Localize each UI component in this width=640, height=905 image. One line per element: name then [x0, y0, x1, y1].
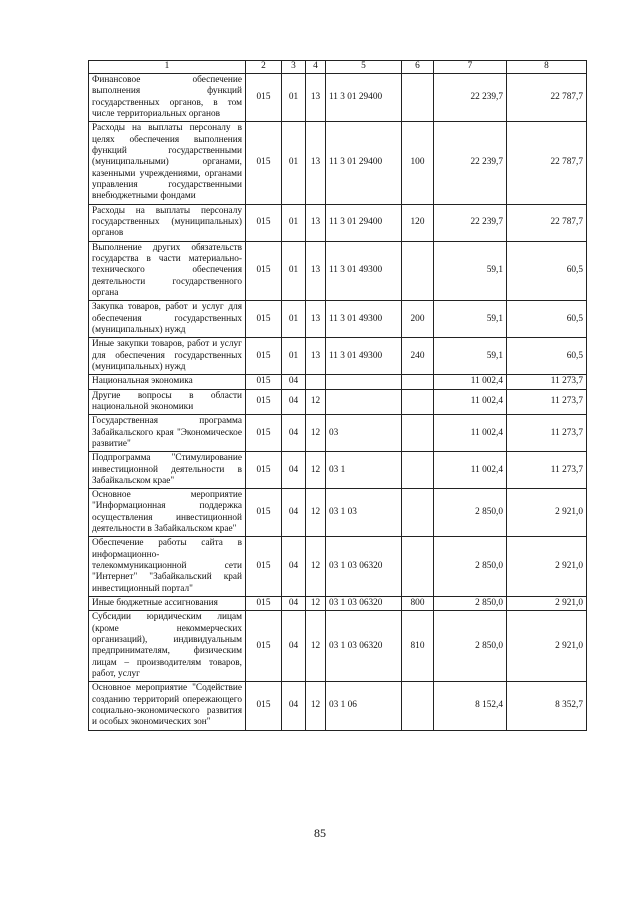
target-article-cell: 03 1 03 06320 [326, 597, 402, 611]
row-name-cell: Основное мероприятие "Информационная поддержка осуществления инвестиционной деятельности в Забайкальском крае" [89, 489, 246, 537]
amount-year1-cell: 59,1 [434, 241, 507, 301]
target-article-cell: 11 3 01 49300 [326, 301, 402, 338]
amount-year2-cell: 11 273,7 [507, 415, 587, 452]
table-header-row [89, 61, 587, 74]
table-row [89, 597, 587, 611]
row-name-cell: Иные бюджетные ассигнования [89, 597, 246, 611]
row-name-cell: Государственная программа Забайкальского края "Экономическое развитие" [89, 415, 246, 452]
table-row [89, 389, 587, 415]
section-code-cell: 01 [282, 241, 306, 301]
table-row [89, 204, 587, 241]
amount-year2-cell: 2 921,0 [507, 537, 587, 597]
amount-year2-cell: 22 787,7 [507, 204, 587, 241]
expense-type-cell [402, 241, 434, 301]
subsection-code-cell: 13 [306, 338, 326, 375]
subsection-code-cell: 13 [306, 122, 326, 204]
amount-year1-cell: 59,1 [434, 301, 507, 338]
expense-type-cell [402, 375, 434, 389]
table-row [89, 301, 587, 338]
target-article-cell: 03 1 [326, 452, 402, 489]
subsection-code-cell: 12 [306, 389, 326, 415]
amount-year1-cell: 59,1 [434, 338, 507, 375]
table-row [89, 452, 587, 489]
section-code-cell: 04 [282, 389, 306, 415]
row-name-cell: Выполнение других обязательств государства в части материально-технического обеспечения деятельности государственного органа [89, 241, 246, 301]
table-row [89, 489, 587, 537]
amount-year1-cell: 8 152,4 [434, 682, 507, 730]
subsection-code-cell: 12 [306, 415, 326, 452]
target-article-cell [326, 375, 402, 389]
expense-type-cell [402, 682, 434, 730]
table-row [89, 122, 587, 204]
section-code-cell: 04 [282, 415, 306, 452]
row-name-cell: Национальная экономика [89, 375, 246, 389]
expense-type-cell: 100 [402, 122, 434, 204]
subsection-code-cell: 13 [306, 301, 326, 338]
table-row [89, 537, 587, 597]
amount-year2-cell: 60,5 [507, 241, 587, 301]
ministry-code-cell: 015 [246, 241, 282, 301]
subsection-code-cell: 13 [306, 241, 326, 301]
amount-year2-cell: 22 787,7 [507, 122, 587, 204]
amount-year1-cell: 2 850,0 [434, 611, 507, 682]
section-code-cell: 01 [282, 301, 306, 338]
column-header: 1 [89, 61, 246, 74]
subsection-code-cell: 12 [306, 537, 326, 597]
row-name-cell: Иные закупки товаров, работ и услуг для обеспечения государственных (муниципальных) нужд [89, 338, 246, 375]
amount-year2-cell: 2 921,0 [507, 597, 587, 611]
expense-type-cell: 200 [402, 301, 434, 338]
target-article-cell: 11 3 01 29400 [326, 74, 402, 122]
amount-year1-cell: 11 002,4 [434, 452, 507, 489]
row-name-cell: Подпрограмма "Стимулирование инвестиционной деятельности в Забайкальском крае" [89, 452, 246, 489]
ministry-code-cell: 015 [246, 537, 282, 597]
table-row [89, 338, 587, 375]
expense-type-cell [402, 389, 434, 415]
table-row [89, 611, 587, 682]
ministry-code-cell: 015 [246, 415, 282, 452]
subsection-code-cell: 12 [306, 452, 326, 489]
amount-year1-cell: 11 002,4 [434, 375, 507, 389]
ministry-code-cell: 015 [246, 597, 282, 611]
column-header: 2 [246, 61, 282, 74]
column-header: 4 [306, 61, 326, 74]
section-code-cell: 01 [282, 122, 306, 204]
row-name-cell: Расходы на выплаты персоналу государственных (муниципальных) органов [89, 204, 246, 241]
section-code-cell: 01 [282, 338, 306, 375]
expense-type-cell: 120 [402, 204, 434, 241]
amount-year1-cell: 22 239,7 [434, 122, 507, 204]
target-article-cell: 03 1 03 [326, 489, 402, 537]
ministry-code-cell: 015 [246, 74, 282, 122]
target-article-cell: 11 3 01 49300 [326, 241, 402, 301]
ministry-code-cell: 015 [246, 489, 282, 537]
table-row [89, 74, 587, 122]
column-header: 7 [434, 61, 507, 74]
column-header: 3 [282, 61, 306, 74]
column-header: 6 [402, 61, 434, 74]
column-header: 8 [507, 61, 587, 74]
expense-type-cell: 810 [402, 611, 434, 682]
row-name-cell: Субсидии юридическим лицам (кроме некоммерческих организаций), индивидуальным предпринимателям, физическим лицам – производителям товаров, работ, услуг [89, 611, 246, 682]
table-body [89, 74, 587, 731]
amount-year2-cell: 2 921,0 [507, 489, 587, 537]
budget-table [88, 60, 587, 731]
expense-type-cell: 240 [402, 338, 434, 375]
amount-year1-cell: 2 850,0 [434, 597, 507, 611]
subsection-code-cell: 13 [306, 74, 326, 122]
section-code-cell: 04 [282, 611, 306, 682]
amount-year1-cell: 2 850,0 [434, 537, 507, 597]
ministry-code-cell: 015 [246, 301, 282, 338]
table-row [89, 241, 587, 301]
column-header: 5 [326, 61, 402, 74]
target-article-cell: 11 3 01 29400 [326, 122, 402, 204]
section-code-cell: 01 [282, 74, 306, 122]
section-code-cell: 01 [282, 204, 306, 241]
expense-type-cell [402, 537, 434, 597]
ministry-code-cell: 015 [246, 122, 282, 204]
amount-year2-cell: 60,5 [507, 338, 587, 375]
expense-type-cell: 800 [402, 597, 434, 611]
expense-type-cell [402, 415, 434, 452]
amount-year2-cell: 60,5 [507, 301, 587, 338]
table-row [89, 682, 587, 730]
amount-year1-cell: 22 239,7 [434, 74, 507, 122]
expense-type-cell [402, 489, 434, 537]
row-name-cell: Расходы на выплаты персоналу в целях обеспечения выполнения функций государственными (муниципальными) органами, казенными учреждениями, органами управления государственными внебюджетными фондами [89, 122, 246, 204]
expense-type-cell [402, 74, 434, 122]
target-article-cell: 03 1 03 06320 [326, 611, 402, 682]
expense-type-cell [402, 452, 434, 489]
ministry-code-cell: 015 [246, 611, 282, 682]
table-row [89, 415, 587, 452]
section-code-cell: 04 [282, 489, 306, 537]
row-name-cell: Другие вопросы в области национальной экономики [89, 389, 246, 415]
amount-year2-cell: 11 273,7 [507, 389, 587, 415]
page-number: 85 [314, 826, 326, 840]
ministry-code-cell: 015 [246, 338, 282, 375]
target-article-cell: 03 [326, 415, 402, 452]
amount-year1-cell: 22 239,7 [434, 204, 507, 241]
target-article-cell: 03 1 03 06320 [326, 537, 402, 597]
subsection-code-cell [306, 375, 326, 389]
amount-year2-cell: 2 921,0 [507, 611, 587, 682]
subsection-code-cell: 12 [306, 682, 326, 730]
subsection-code-cell: 12 [306, 611, 326, 682]
ministry-code-cell: 015 [246, 204, 282, 241]
row-name-cell: Основное мероприятие "Содействие созданию территорий опережающего социально-экономического развития и особых экономических зон" [89, 682, 246, 730]
amount-year2-cell: 11 273,7 [507, 452, 587, 489]
section-code-cell: 04 [282, 537, 306, 597]
target-article-cell: 03 1 06 [326, 682, 402, 730]
amount-year2-cell: 22 787,7 [507, 74, 587, 122]
ministry-code-cell: 015 [246, 452, 282, 489]
target-article-cell [326, 389, 402, 415]
section-code-cell: 04 [282, 452, 306, 489]
ministry-code-cell: 015 [246, 389, 282, 415]
section-code-cell: 04 [282, 682, 306, 730]
amount-year1-cell: 11 002,4 [434, 389, 507, 415]
section-code-cell: 04 [282, 597, 306, 611]
row-name-cell: Обеспечение работы сайта в информационно-телекоммуникационной сети "Интернет" "Забайкальский край инвестиционный портал" [89, 537, 246, 597]
subsection-code-cell: 12 [306, 489, 326, 537]
table-row [89, 375, 587, 389]
subsection-code-cell: 12 [306, 597, 326, 611]
amount-year1-cell: 2 850,0 [434, 489, 507, 537]
section-code-cell: 04 [282, 375, 306, 389]
ministry-code-cell: 015 [246, 682, 282, 730]
amount-year2-cell: 8 352,7 [507, 682, 587, 730]
row-name-cell: Закупка товаров, работ и услуг для обеспечения государственных (муниципальных) нужд [89, 301, 246, 338]
row-name-cell: Финансовое обеспечение выполнения функций государственных органов, в том числе территориальных органов [89, 74, 246, 122]
target-article-cell: 11 3 01 29400 [326, 204, 402, 241]
ministry-code-cell: 015 [246, 375, 282, 389]
amount-year1-cell: 11 002,4 [434, 415, 507, 452]
target-article-cell: 11 3 01 49300 [326, 338, 402, 375]
subsection-code-cell: 13 [306, 204, 326, 241]
amount-year2-cell: 11 273,7 [507, 375, 587, 389]
